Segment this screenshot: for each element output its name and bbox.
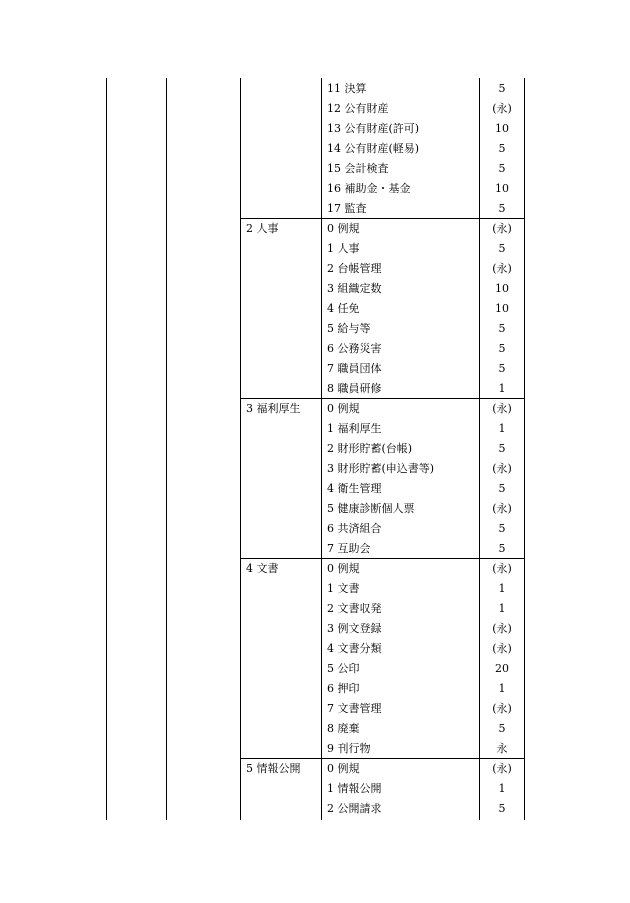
- retention-cell: 5: [498, 542, 506, 555]
- retention-cell: 5: [498, 802, 506, 815]
- column-border: [166, 78, 167, 820]
- item-cell: 8 廃棄: [327, 722, 360, 735]
- retention-cell: 1: [498, 782, 506, 795]
- retention-cell: 5: [498, 242, 506, 255]
- category-cell: 5 情報公開: [246, 762, 301, 775]
- item-cell: 6 公務災害: [327, 342, 382, 355]
- retention-cell: 1: [498, 682, 506, 695]
- item-cell: 3 組織定数: [327, 282, 382, 295]
- retention-cell: 永: [496, 742, 508, 755]
- retention-cell: (永): [492, 102, 512, 115]
- item-cell: 5 公印: [327, 662, 360, 675]
- item-cell: 16 補助金・基金: [327, 182, 411, 195]
- item-cell: 7 職員団体: [327, 362, 382, 375]
- retention-cell: 5: [498, 142, 506, 155]
- item-cell: 14 公有財産(軽易): [327, 142, 420, 155]
- column-border: [106, 78, 107, 820]
- retention-cell: 10: [495, 182, 509, 195]
- item-cell: 0 例規: [327, 562, 360, 575]
- item-cell: 5 健康診断個人票: [327, 502, 415, 515]
- item-cell: 1 文書: [327, 582, 360, 595]
- retention-cell: 5: [498, 722, 506, 735]
- retention-cell: (永): [492, 502, 512, 515]
- retention-cell: 5: [498, 202, 506, 215]
- item-cell: 0 例規: [327, 222, 360, 235]
- retention-cell: (永): [492, 642, 512, 655]
- item-cell: 6 押印: [327, 682, 360, 695]
- category-cell: 4 文書: [246, 562, 279, 575]
- retention-cell: 1: [498, 582, 506, 595]
- item-cell: 8 職員研修: [327, 382, 382, 395]
- item-cell: 3 例文登録: [327, 622, 382, 635]
- item-cell: 3 財形貯蓄(申込書等): [327, 462, 435, 475]
- item-cell: 4 衛生管理: [327, 482, 382, 495]
- retention-cell: 1: [498, 602, 506, 615]
- item-cell: 7 文書管理: [327, 702, 382, 715]
- retention-cell: (永): [492, 402, 512, 415]
- item-cell: 4 文書分類: [327, 642, 382, 655]
- item-cell: 15 会計検査: [327, 162, 389, 175]
- retention-cell: 5: [498, 82, 506, 95]
- item-cell: 2 財形貯蓄(台帳): [327, 442, 413, 455]
- item-cell: 2 公開請求: [327, 802, 382, 815]
- item-cell: 17 監査: [327, 202, 367, 215]
- item-cell: 13 公有財産(許可): [327, 122, 420, 135]
- retention-cell: 1: [498, 382, 506, 395]
- column-border: [321, 78, 322, 820]
- item-cell: 2 台帳管理: [327, 262, 382, 275]
- column-border: [479, 78, 480, 820]
- retention-cell: (永): [492, 622, 512, 635]
- category-cell: 3 福利厚生: [246, 402, 301, 415]
- item-cell: 1 人事: [327, 242, 360, 255]
- retention-cell: 10: [495, 302, 509, 315]
- item-cell: 11 決算: [327, 82, 367, 95]
- retention-cell: 10: [495, 122, 509, 135]
- retention-cell: (永): [492, 562, 512, 575]
- retention-cell: (永): [492, 462, 512, 475]
- retention-cell: (永): [492, 222, 512, 235]
- item-cell: 4 任免: [327, 302, 360, 315]
- retention-cell: 20: [495, 662, 509, 675]
- item-cell: 6 共済組合: [327, 522, 382, 535]
- item-cell: 9 刊行物: [327, 742, 371, 755]
- retention-cell: 5: [498, 162, 506, 175]
- retention-cell: 5: [498, 522, 506, 535]
- item-cell: 5 給与等: [327, 322, 371, 335]
- retention-cell: 5: [498, 342, 506, 355]
- retention-cell: 5: [498, 362, 506, 375]
- category-cell: 2 人事: [246, 222, 279, 235]
- item-cell: 0 例規: [327, 402, 360, 415]
- item-cell: 2 文書収発: [327, 602, 382, 615]
- item-cell: 1 福利厚生: [327, 422, 382, 435]
- retention-cell: 5: [498, 442, 506, 455]
- retention-cell: 5: [498, 482, 506, 495]
- item-cell: 0 例規: [327, 762, 360, 775]
- retention-cell: (永): [492, 762, 512, 775]
- item-cell: 12 公有財産: [327, 102, 389, 115]
- retention-cell: 10: [495, 282, 509, 295]
- retention-cell: (永): [492, 702, 512, 715]
- column-border: [524, 78, 525, 820]
- retention-cell: 5: [498, 322, 506, 335]
- item-cell: 1 情報公開: [327, 782, 382, 795]
- retention-cell: 1: [498, 422, 506, 435]
- column-border: [240, 78, 241, 820]
- retention-cell: (永): [492, 262, 512, 275]
- item-cell: 7 互助会: [327, 542, 371, 555]
